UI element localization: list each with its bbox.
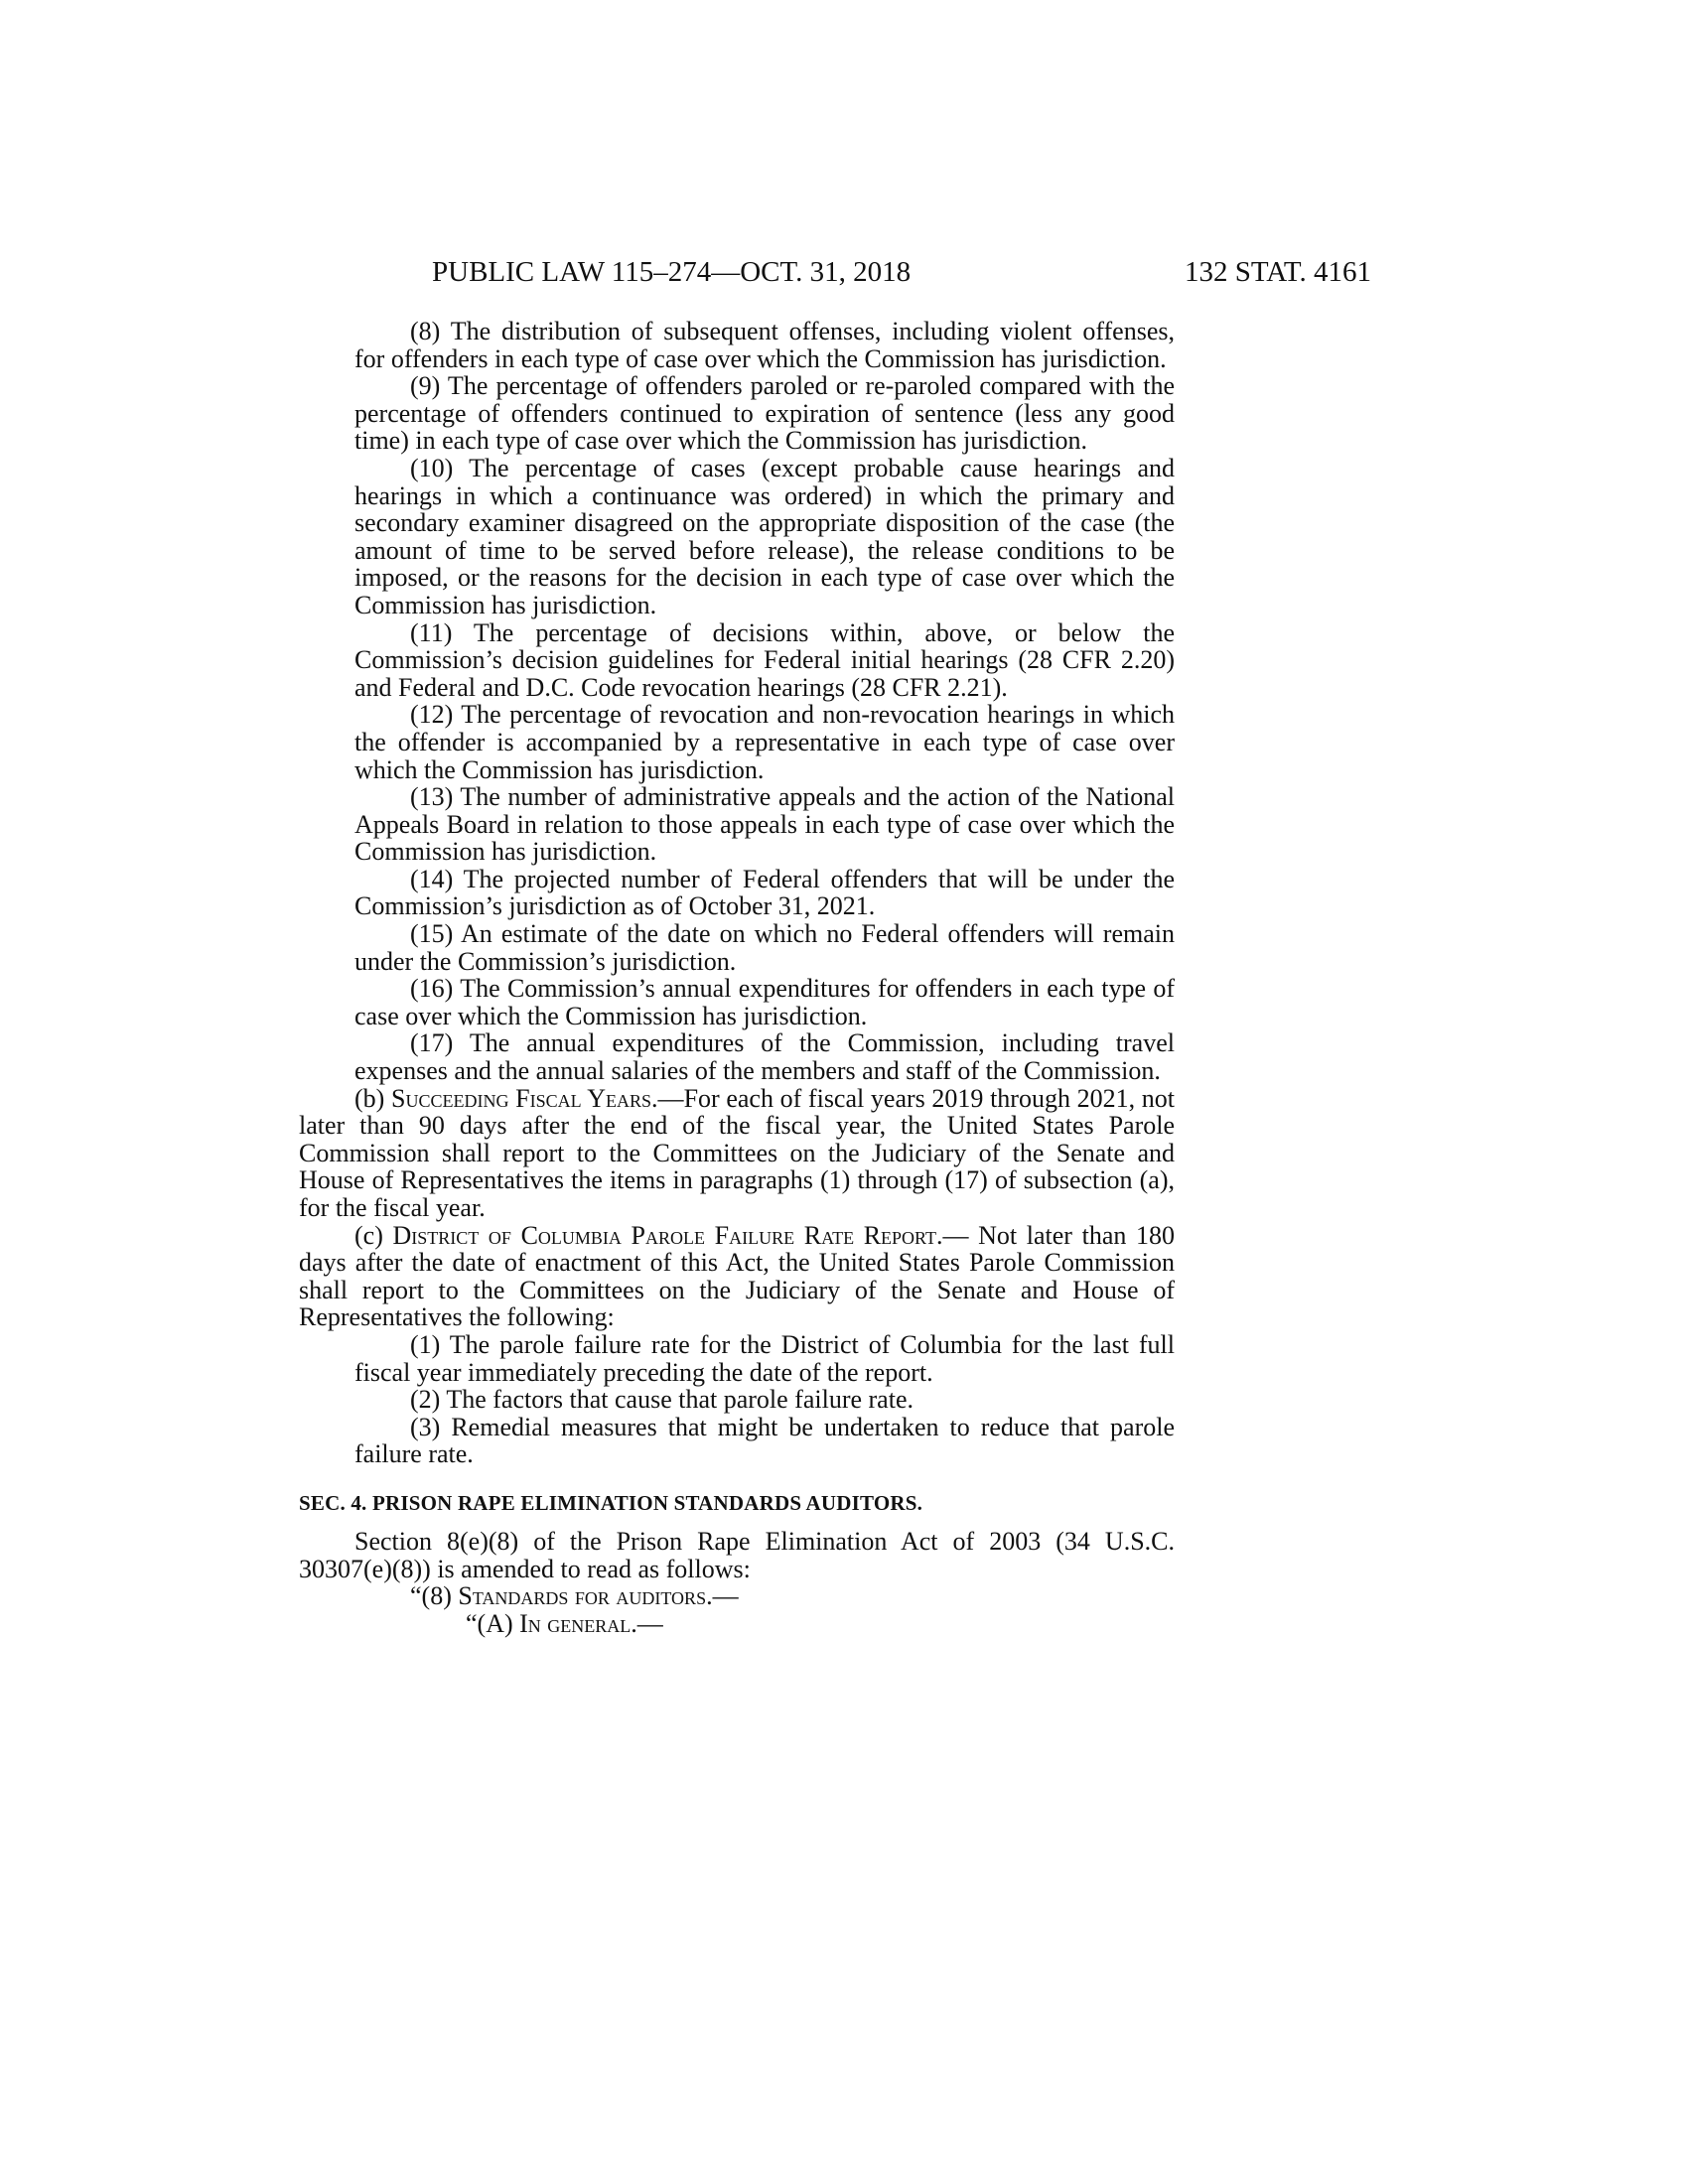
- paragraph-15: (15) An estimate of the date on which no Federal offenders will remain under the Commission’s jurisdiction.: [354, 919, 1175, 976]
- subsection-c: [299, 1222, 1175, 1331]
- paragraph-9: (9) The percentage of offenders paroled or re-paroled compared with the percentage of offenders continued to expiration of sentence (less any good time) in each type of case over which the Commission has jurisdiction.: [354, 371, 1175, 456]
- paragraph-14: (14) The projected number of Federal offenders that will be under the Commission’s jurisdiction as of October 31, 2021.: [354, 864, 1175, 921]
- paragraph-12: (12) The percentage of revocation and non-revocation hearings in which the offender is accompanied by a representative in each type of case over which the Commission has jurisdiction.: [354, 700, 1175, 784]
- subsection-b-label: (b): [354, 1083, 385, 1113]
- section-4-heading: SEC. 4. PRISON RAPE ELIMINATION STANDARDS AUDITORS.: [299, 1490, 923, 1515]
- subsection-c-heading: District of Columbia Parole Failure Rate Report.—: [392, 1220, 969, 1250]
- page-header: [298, 252, 1371, 292]
- section-4-text: Section 8(e)(8) of the Prison Rape Elimination Act of 2003 (34 U.S.C. 30307(e)(8)) is amended to read as follows:: [299, 1526, 1175, 1583]
- subsection-c-text: Not later than 180 days after the date of enactment of this Act, the United States Parole Commission shall report to the Committees on the Judiciary of the Senate and House of Representatives the following:: [299, 1220, 1175, 1332]
- sub-a-heading: In general.—: [519, 1608, 663, 1638]
- subsection-b-text: For each of fiscal years 2019 through 2021, not later than 90 days after the end of the fiscal year, the United States Parole Commission shall report to the Committees on the Judiciary of the Senate and House of Representatives the items in paragraphs (1) through (17) of subsection (a), for the fiscal year.: [299, 1083, 1175, 1222]
- subsection-c-item-2: (2) The factors that cause that parole failure rate.: [410, 1385, 914, 1415]
- paragraph-8: (8) The distribution of subsequent offenses, including violent offenses, for offenders in each type of case over which the Commission has jurisdiction.: [354, 317, 1175, 373]
- paragraph-13: (13) The number of administrative appeals and the action of the National Appeals Board in relation to those appeals in each type of case over which the Commission has jurisdiction.: [354, 782, 1175, 867]
- subsection-b: [299, 1085, 1175, 1222]
- statute-page-number: 132 STAT. 4161: [1184, 256, 1371, 288]
- paragraph-11: (11) The percentage of decisions within, above, or below the Commission’s decision guidelines for Federal initial hearings (28 CFR 2.20) and Federal and D.C. Code revocation hearings (28 CFR 2.21).: [354, 617, 1175, 702]
- in-general-heading: [466, 1610, 1175, 1638]
- public-law-title: PUBLIC LAW 115–274—OCT. 31, 2018: [432, 256, 912, 288]
- paragraph-16: (16) The Commission’s annual expenditures for offenders in each type of case over which the Commission has jurisdiction.: [354, 974, 1175, 1030]
- paragraph-10: (10) The percentage of cases (except probable cause hearings and hearings in which a continuance was ordered) in which the primary and secondary examiner disagreed on the appropriate disposition of the case (the amount of time to be served before release), the release conditions to be imposed, or the reasons for the decision in each type of case over which the Commission has jurisdiction.: [354, 453, 1175, 619]
- standards-for-auditors-heading: [410, 1582, 1175, 1610]
- para-8-label: “(8): [410, 1581, 452, 1611]
- sub-a-label: “(A): [466, 1608, 513, 1638]
- subsection-c-item-1: (1) The parole failure rate for the District of Columbia for the last full fiscal year immediately preceding the date of the report.: [354, 1329, 1175, 1387]
- subsection-b-heading: Succeeding Fiscal Years.—: [391, 1083, 684, 1113]
- subsection-c-item-3: (3) Remedial measures that might be undertaken to reduce that parole failure rate.: [354, 1412, 1175, 1469]
- para-8-heading: Standards for auditors.—: [458, 1581, 739, 1611]
- subsection-c-label: (c): [354, 1220, 383, 1250]
- document-body: [299, 318, 1175, 1637]
- paragraph-17: (17) The annual expenditures of the Commission, including travel expenses and the annual salaries of the members and staff of the Commission.: [354, 1028, 1175, 1086]
